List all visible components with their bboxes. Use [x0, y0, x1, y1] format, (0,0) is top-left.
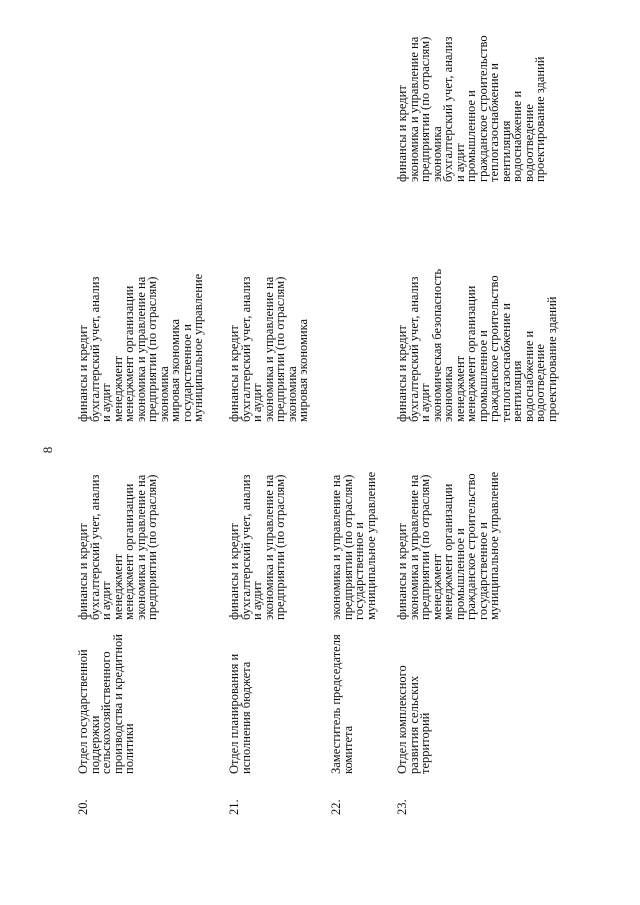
row-number: 20. — [76, 799, 90, 815]
department-name: Заместитель председателя комитета — [329, 634, 355, 774]
department-name: Отдел комплексного развития сельских территорий — [395, 665, 432, 774]
department-name: Отдел государственной поддержки сельскохозяйственного производства и кредитной политики — [76, 634, 136, 774]
department-name: Отдел планирования и исполнения бюджета — [227, 653, 253, 774]
specialties-col1: финансы и кредит экономика и управление на предприятии (по отраслям) менеджмент менеджмент организации промышленное и гражданское строительство государственное и муниципальное управление — [395, 471, 501, 620]
specialties-col2: финансы и кредит бухгалтерский учет, анализ и аудит экономика и управление на предприятии (по отраслям) экономика мировая экономика — [227, 276, 310, 422]
specialties-col1: финансы и кредит бухгалтерский учет, анализ и аудит экономика и управление на предприятии (по отраслям) — [227, 474, 287, 620]
specialties-col2: финансы и кредит бухгалтерский учет, анализ и аудит экономическая безопасность экономика менеджмент менеджмент организации промышленное и гражданское строительство теплогазоснабжение и вентиляция водоснабжение и водоотведение проектирование зданий — [395, 268, 559, 422]
page-number: 8 — [40, 446, 55, 454]
specialties-col1: экономика и управление на предприятии (по отраслям) государственное и муниципальное управление — [329, 471, 378, 620]
row-number: 21. — [227, 799, 241, 815]
row-number: 23. — [395, 799, 409, 815]
specialties-col3: финансы и кредит экономика и управление на предприятии (по отраслям) экономика бухгалтерский учет, анализ и аудит промышленное и гражданское строительство теплогазоснабжение и вентиляция водоснабжение и водоотведение проектирование зданий — [395, 35, 547, 182]
row-number: 22. — [329, 799, 343, 815]
specialties-col1: финансы и кредит бухгалтерский учет, анализ и аудит менеджмент менеджмент организации экономика и управление на предприятии (по отраслям) — [76, 474, 159, 620]
specialties-col2: финансы и кредит бухгалтерский учет, анализ и аудит менеджмент менеджмент организации экономика и управление на предприятии (по отраслям) экономика мировая экономика государственное и муниципальное управление — [76, 273, 205, 422]
